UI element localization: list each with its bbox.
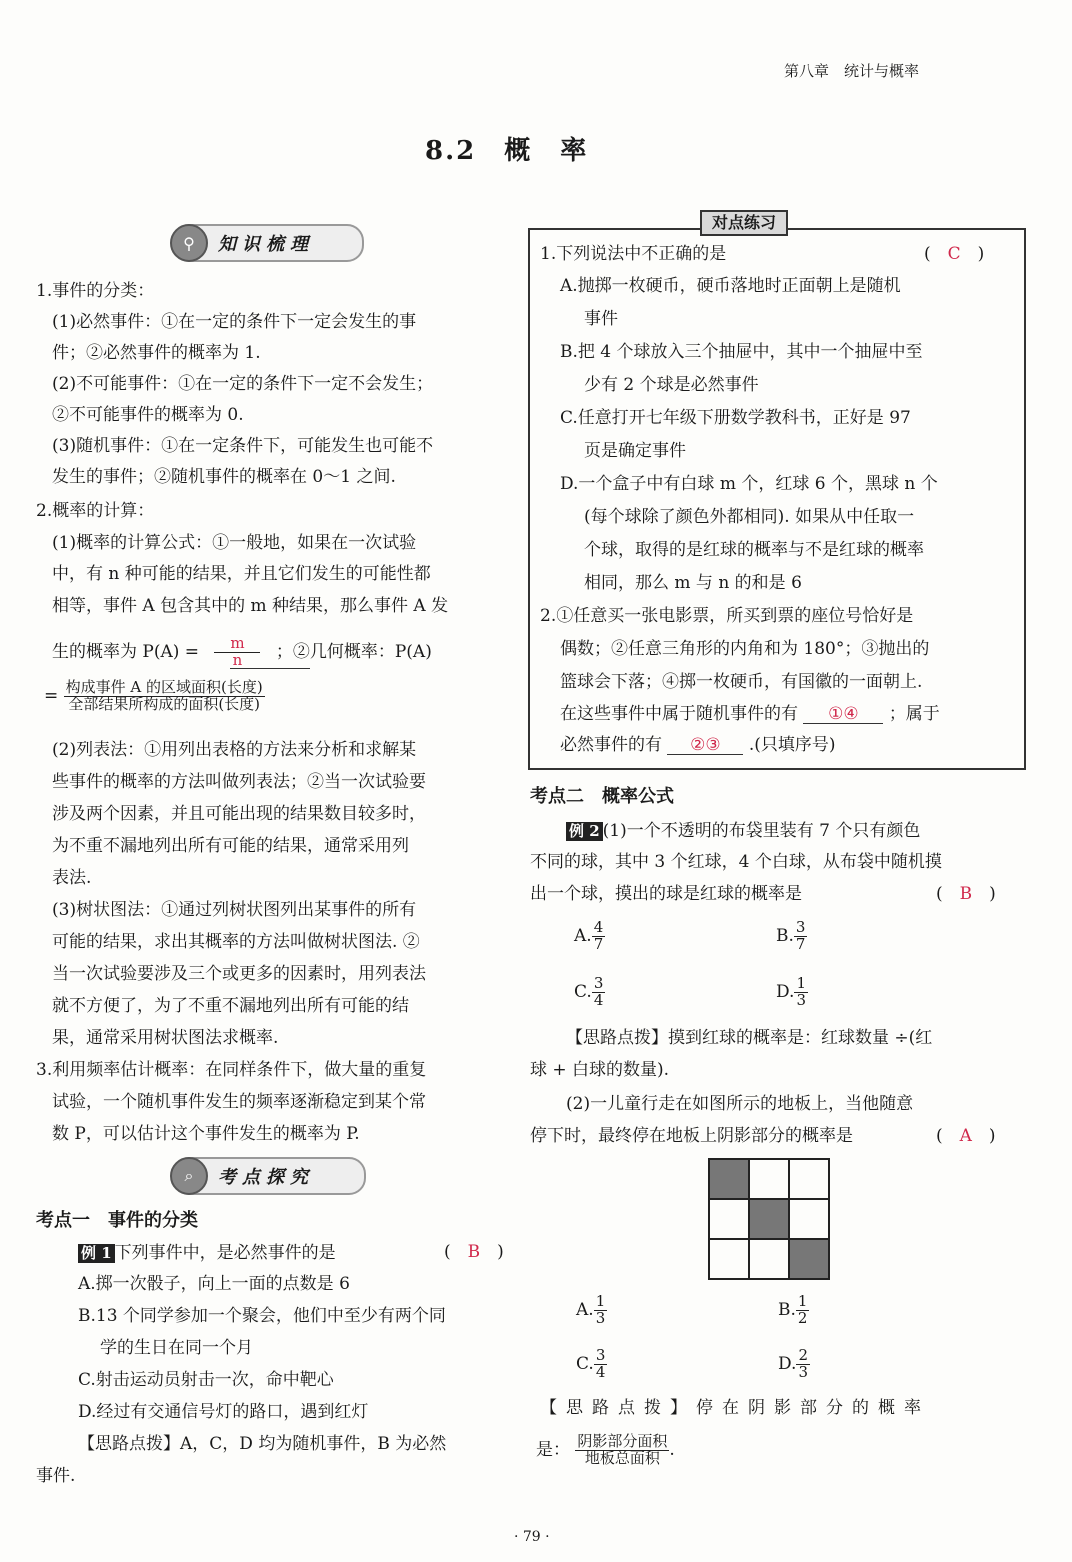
fraction-numerator: m <box>214 636 260 653</box>
blank-answer-2: ②③ <box>667 737 743 755</box>
chapter-header: 第八章 统计与概率 <box>784 62 920 80</box>
ex2b-option-d <box>778 1348 810 1381</box>
option-line: D.一个盒子中有白球 m 个，红球 6 个，黑球 n 个 <box>560 474 938 494</box>
example-tag: 例 1 <box>78 1244 115 1263</box>
option-fraction <box>594 1294 608 1327</box>
option-letter: A. <box>576 1299 594 1320</box>
text-line <box>560 706 940 724</box>
formula-fraction <box>214 636 260 669</box>
text-line: (2)不可能事件：①在一定的条件下一定不会发生； <box>52 374 434 394</box>
fraction-numerator: 阴影部分面积 <box>577 1432 668 1450</box>
exam-point-banner <box>172 1157 366 1195</box>
grid-cell <box>789 1159 829 1199</box>
floor-grid-figure <box>708 1158 830 1280</box>
ex2-answer: ( B ) <box>936 884 996 904</box>
ex2b-answer: ( A ) <box>936 1126 996 1146</box>
example-tag: 例 2 <box>566 822 603 841</box>
option-line: C.任意打开七年级下册数学教科书，正好是 97 <box>560 408 911 428</box>
blank-answer-1: ①④ <box>803 706 883 724</box>
text-line: 果，通常采用树状图法求概率. <box>52 1028 279 1048</box>
option-letter: C. <box>576 1353 594 1374</box>
option-line: A.抛掷一枚硬币，硬币落地时正面朝上是随机 <box>560 276 901 296</box>
fraction-numerator: 3 <box>595 1346 606 1364</box>
exam-point-banner-label: 考点探究 <box>218 1167 314 1188</box>
hint-line: 【思路点拨】停在阴影部分的概率 <box>540 1398 930 1418</box>
fraction-denominator: 4 <box>593 990 604 1009</box>
ex1-answer: ( B ) <box>444 1242 504 1262</box>
hint-line: 球 + 白球的数量). <box>530 1060 670 1080</box>
option-fraction <box>594 1348 608 1381</box>
text-line: 表法. <box>52 868 92 888</box>
text-line: 停下时，最终停在地板上阴影部分的概率是 <box>530 1126 853 1146</box>
option-line: A.掷一次骰子，向上一面的点数是 6 <box>78 1274 350 1294</box>
option-line: B.把 4 个球放入三个抽屉中，其中一个抽屉中至 <box>560 342 923 362</box>
example-question: (1)一个不透明的布袋里装有 7 个只有颜色 <box>602 821 921 841</box>
text-line: 偶数；②任意三角形的内角和为 180°；③抛出的 <box>560 639 930 659</box>
fraction-denominator: 3 <box>595 1308 606 1327</box>
option-line: D.经过有交通信号灯的路口，遇到红灯 <box>78 1402 369 1422</box>
example-1 <box>78 1244 336 1263</box>
grid-cell-shaded <box>789 1239 829 1279</box>
option-line: 页是确定事件 <box>584 441 686 461</box>
fraction-numerator: 1 <box>595 1292 606 1310</box>
geo-formula: = $\frac{\text{构成事件 A 的区域面积(长度)}}{\text{全部结果所构成的面积(长度)}}$ <box>44 678 263 713</box>
text-segment: .(只填序号) <box>748 735 836 755</box>
text-line: (2)一儿童行走在如图所示的地板上，当他随意 <box>566 1094 914 1114</box>
fraction-denominator: n <box>232 650 243 669</box>
text-segment: 必然事件的有 <box>560 735 662 755</box>
ex2-option-b <box>776 920 807 953</box>
option-line: 事件 <box>584 309 618 329</box>
fraction-denominator: 地板总面积 <box>584 1448 660 1467</box>
fraction-denominator: 3 <box>796 990 806 1009</box>
text-line: 涉及两个因素，并且可能出现的结果数目较多时， <box>52 804 426 824</box>
text-line: 3.利用频率估计概率：在同样条件下，做大量的重复 <box>36 1060 427 1080</box>
fraction-numerator: 1 <box>797 1292 808 1310</box>
answer-text: B <box>467 1242 481 1262</box>
text-line: ②不可能事件的概率为 0. <box>52 405 244 425</box>
formula-text: ；②几何概率：P(A) <box>275 641 432 662</box>
fraction-numerator: 4 <box>593 918 604 936</box>
option-line: 少有 2 个球是必然事件 <box>584 375 759 395</box>
option-letter: B. <box>778 1299 796 1320</box>
location-pin-icon: ⚲ <box>170 224 208 262</box>
formula-line <box>52 636 432 669</box>
option-line: 相同，那么 m 与 n 的和是 6 <box>584 573 802 593</box>
grid-cell <box>789 1199 829 1239</box>
option-line: B.13 个同学参加一个聚会，他们中至少有两个同 <box>78 1306 446 1326</box>
text-line: 件；②必然事件的概率为 1. <box>52 343 261 363</box>
fraction-denominator: 3 <box>798 1362 808 1381</box>
fraction-denominator: 4 <box>595 1362 606 1381</box>
ex2-option-c <box>574 976 605 1009</box>
option-fraction <box>796 1348 810 1381</box>
ex2b-option-a <box>576 1294 607 1327</box>
text-line: 试验，一个随机事件发生的频率逐渐稳定到某个常 <box>52 1092 426 1112</box>
p1-answer: ( C ) <box>924 244 985 264</box>
fraction-numerator: 2 <box>798 1346 808 1364</box>
option-letter: D. <box>776 981 795 1002</box>
text-line: 篮球会下落；④掷一枚硬币，有国徽的一面朝上. <box>560 672 923 692</box>
option-fraction <box>796 1294 810 1327</box>
fraction-numerator: 构成事件 A 的区域面积(长度) <box>65 678 263 696</box>
text-line: 2.概率的计算： <box>36 501 155 521</box>
section-title: 8.2 概 率 <box>425 136 589 166</box>
answer-text: C <box>947 244 961 264</box>
text-line: 可能的结果，求出其概率的方法叫做树状图法. ② <box>52 932 420 952</box>
text-line: 发生的事件；②随机事件的概率在 0～1 之间. <box>52 467 396 487</box>
fraction-numerator: 1 <box>796 974 806 992</box>
knowledge-banner-label: 知识梳理 <box>218 234 314 255</box>
option-line: (每个球除了颜色外都相同). 如果从中任取一 <box>584 507 915 527</box>
example-question: 下列事件中，是必然事件的是 <box>114 1243 336 1263</box>
option-line: 个球，取得的是红球的概率与不是红球的概率 <box>584 540 924 560</box>
text-line: (3)随机事件：①在一定条件下，可能发生也可能不 <box>52 436 434 456</box>
ex2b-option-b <box>778 1294 809 1327</box>
grid-cell <box>709 1199 749 1239</box>
knowledge-banner <box>172 224 364 262</box>
fraction-denominator: 7 <box>593 934 604 953</box>
text-line: 1.事件的分类： <box>36 281 155 301</box>
practice-q2: 2.①任意买一张电影票，所买到票的座位号恰好是 <box>540 606 914 626</box>
formula-text: 生的概率为 P(A) = <box>52 641 200 662</box>
grid-cell <box>749 1239 789 1279</box>
page-number: · 79 · <box>514 1529 550 1545</box>
text-line: 出一个球，摸出的球是红球的概率是 <box>530 884 802 904</box>
fraction-numerator: 3 <box>593 974 604 992</box>
option-fraction <box>592 976 606 1009</box>
text-line: (3)树状图法：①通过列树状图列出某事件的所有 <box>52 900 417 920</box>
text-line: (1)必然事件：①在一定的条件下一定会发生的事 <box>52 312 417 332</box>
text-segment: 是： <box>536 1439 570 1460</box>
ex2-option-a <box>574 920 605 953</box>
option-fraction <box>592 920 606 953</box>
kp1-heading: 考点一 事件的分类 <box>36 1210 198 1231</box>
example-2 <box>566 822 920 841</box>
text-line: (2)列表法：①用列出表格的方法来分析和求解某 <box>52 740 417 760</box>
kp2-heading: 考点二 概率公式 <box>530 786 674 807</box>
text-segment: ；属于 <box>888 704 940 724</box>
option-letter: C. <box>574 981 592 1002</box>
answer-text: A <box>959 1126 972 1146</box>
answer-underline <box>230 668 310 669</box>
option-line: C.射击运动员射击一次，命中靶心 <box>78 1370 334 1390</box>
geo-fraction <box>64 680 265 713</box>
grid-cell-shaded <box>749 1199 789 1239</box>
hint-line: 事件. <box>36 1466 76 1486</box>
text-line: 相等，事件 A 包含其中的 m 种结果，那么事件 A 发 <box>52 596 449 616</box>
magnifier-icon: ⌕ <box>170 1157 208 1195</box>
fraction-numerator: 3 <box>795 918 806 936</box>
ex2b-option-c <box>576 1348 607 1381</box>
grid-cell <box>709 1239 749 1279</box>
practice-label: 对点练习 <box>700 210 788 236</box>
text-line: 就不方便了，为了不重不漏地列出所有可能的结 <box>52 996 409 1016</box>
hint-fraction <box>575 1434 669 1467</box>
option-fraction <box>794 976 808 1009</box>
answer-text: B <box>959 884 973 904</box>
fraction-denominator: 全部结果所构成的面积(长度) <box>68 694 261 713</box>
text-line <box>560 737 835 755</box>
option-line: 学的生日在同一个月 <box>100 1338 253 1358</box>
fraction-denominator: 2 <box>797 1308 808 1327</box>
grid-cell-shaded <box>709 1159 749 1199</box>
fraction-denominator: 7 <box>795 934 806 953</box>
option-letter: A. <box>574 925 592 946</box>
hint-line: 【思路点拨】A，C，D 均为随机事件，B 为必然 <box>78 1434 447 1454</box>
text-line: 不同的球，其中 3 个红球，4 个白球，从布袋中随机摸 <box>530 852 942 872</box>
grid-cell <box>749 1159 789 1199</box>
text-segment: 在这些事件中属于随机事件的有 <box>560 704 798 724</box>
hint-line: 【思路点拨】摸到红球的概率是：红球数量 ÷(红 <box>566 1028 933 1048</box>
option-letter: B. <box>776 925 794 946</box>
text-line: (1)概率的计算公式：①一般地，如果在一次试验 <box>52 533 417 553</box>
option-fraction <box>794 920 808 953</box>
text-line: 些事件的概率的方法叫做列表法；②当一次试验要 <box>52 772 426 792</box>
practice-q1: 1.下列说法中不正确的是 <box>540 244 727 264</box>
ex2-option-d <box>776 976 808 1009</box>
text-line: 数 P，可以估计这个事件发生的概率为 P. <box>52 1124 360 1144</box>
text-line: 为不重不漏地列出所有可能的结果，通常采用列 <box>52 836 409 856</box>
text-line: 中，有 n 种可能的结果，并且它们发生的可能性都 <box>52 564 431 584</box>
option-letter: D. <box>778 1353 797 1374</box>
hint-formula: 是： $\frac{\text{阴影部分面积}}{\text{地板总面积}}$ . <box>536 1432 675 1467</box>
text-line: 当一次试验要涉及三个或更多的因素时，用列表法 <box>52 964 426 984</box>
